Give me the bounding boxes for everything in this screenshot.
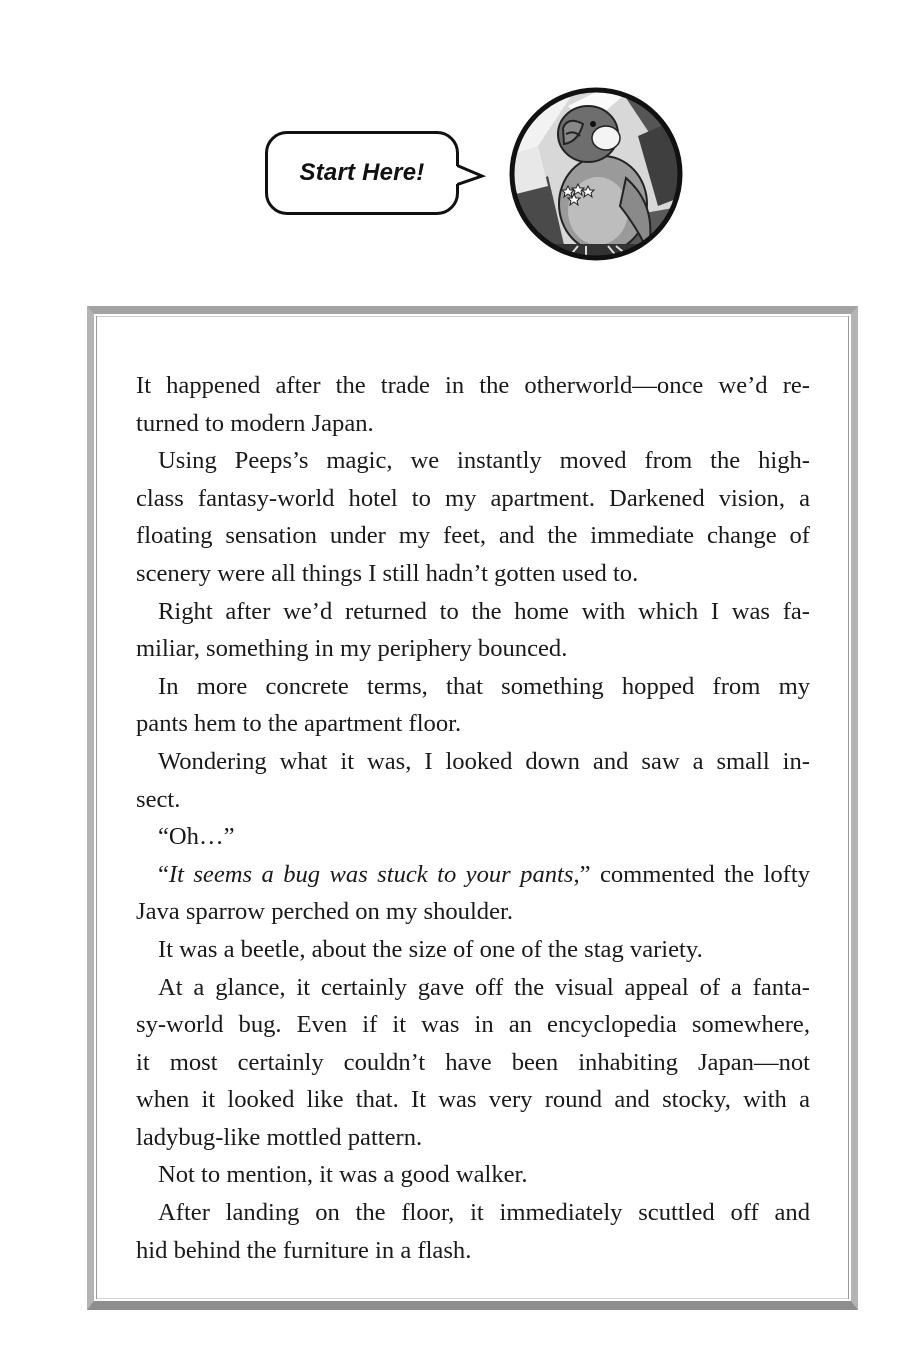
text-line-dialogue <box>136 856 810 894</box>
text-line: After landing on the floor, it immediately scuttled off and <box>158 1199 810 1227</box>
text-line: it most certainly couldn’t have been inhabiting Japan—not <box>136 1048 810 1076</box>
italic-speech: It seems a bug was stuck to your pants <box>168 860 574 888</box>
page-header <box>0 0 900 290</box>
text-line: Java sparrow perched on my shoulder. <box>136 898 513 926</box>
text-line: class fantasy-world hotel to my apartment. Darkened vision, a <box>136 484 810 512</box>
text-line: floating sensation under my feet, and the immediate change of <box>136 522 810 550</box>
text-line: In more concrete terms, that something hopped from my <box>158 672 810 700</box>
text-line: At a glance, it certainly gave off the visual appeal of a fanta- <box>158 973 810 1001</box>
open-quote: “ <box>158 860 169 888</box>
text-line: ladybug-like mottled pattern. <box>136 1123 423 1151</box>
text-line: sect. <box>136 785 181 813</box>
text-line: Right after we’d returned to the home with which I was fa- <box>158 597 810 625</box>
speech-bubble <box>265 131 459 215</box>
text-line: It happened after the trade in the otherworld—once we’d re- <box>136 372 810 399</box>
body-text <box>136 367 810 1269</box>
speech-bubble-text: Start Here! <box>299 159 425 186</box>
text-line: It was a beetle, about the size of one of the stag variety. <box>158 935 703 963</box>
text-line: “Oh…” <box>158 823 235 851</box>
text-line: turned to modern Japan. <box>136 409 374 437</box>
text-line: pants hem to the apartment floor. <box>136 710 462 738</box>
speech-bubble-tail-icon <box>456 161 486 189</box>
text-line: sy-world bug. Even if it was in an encyclopedia somewhere, <box>136 1011 810 1039</box>
text-line: hid behind the furniture in a flash. <box>136 1236 472 1264</box>
text-line: when it looked like that. It was very round and stocky, with a <box>136 1086 810 1114</box>
text-line: miliar, something in my periphery bounced. <box>136 635 568 663</box>
text-line: Wondering what it was, I looked down and saw a small in- <box>158 747 810 775</box>
speech-attribution: ,” commented the lofty <box>573 860 810 888</box>
java-sparrow-mascot-icon <box>508 86 684 262</box>
text-line: Not to mention, it was a good walker. <box>158 1161 528 1189</box>
text-line: Using Peeps’s magic, we instantly moved from the high- <box>158 447 810 475</box>
text-line: scenery were all things I still hadn’t gotten used to. <box>136 559 639 587</box>
